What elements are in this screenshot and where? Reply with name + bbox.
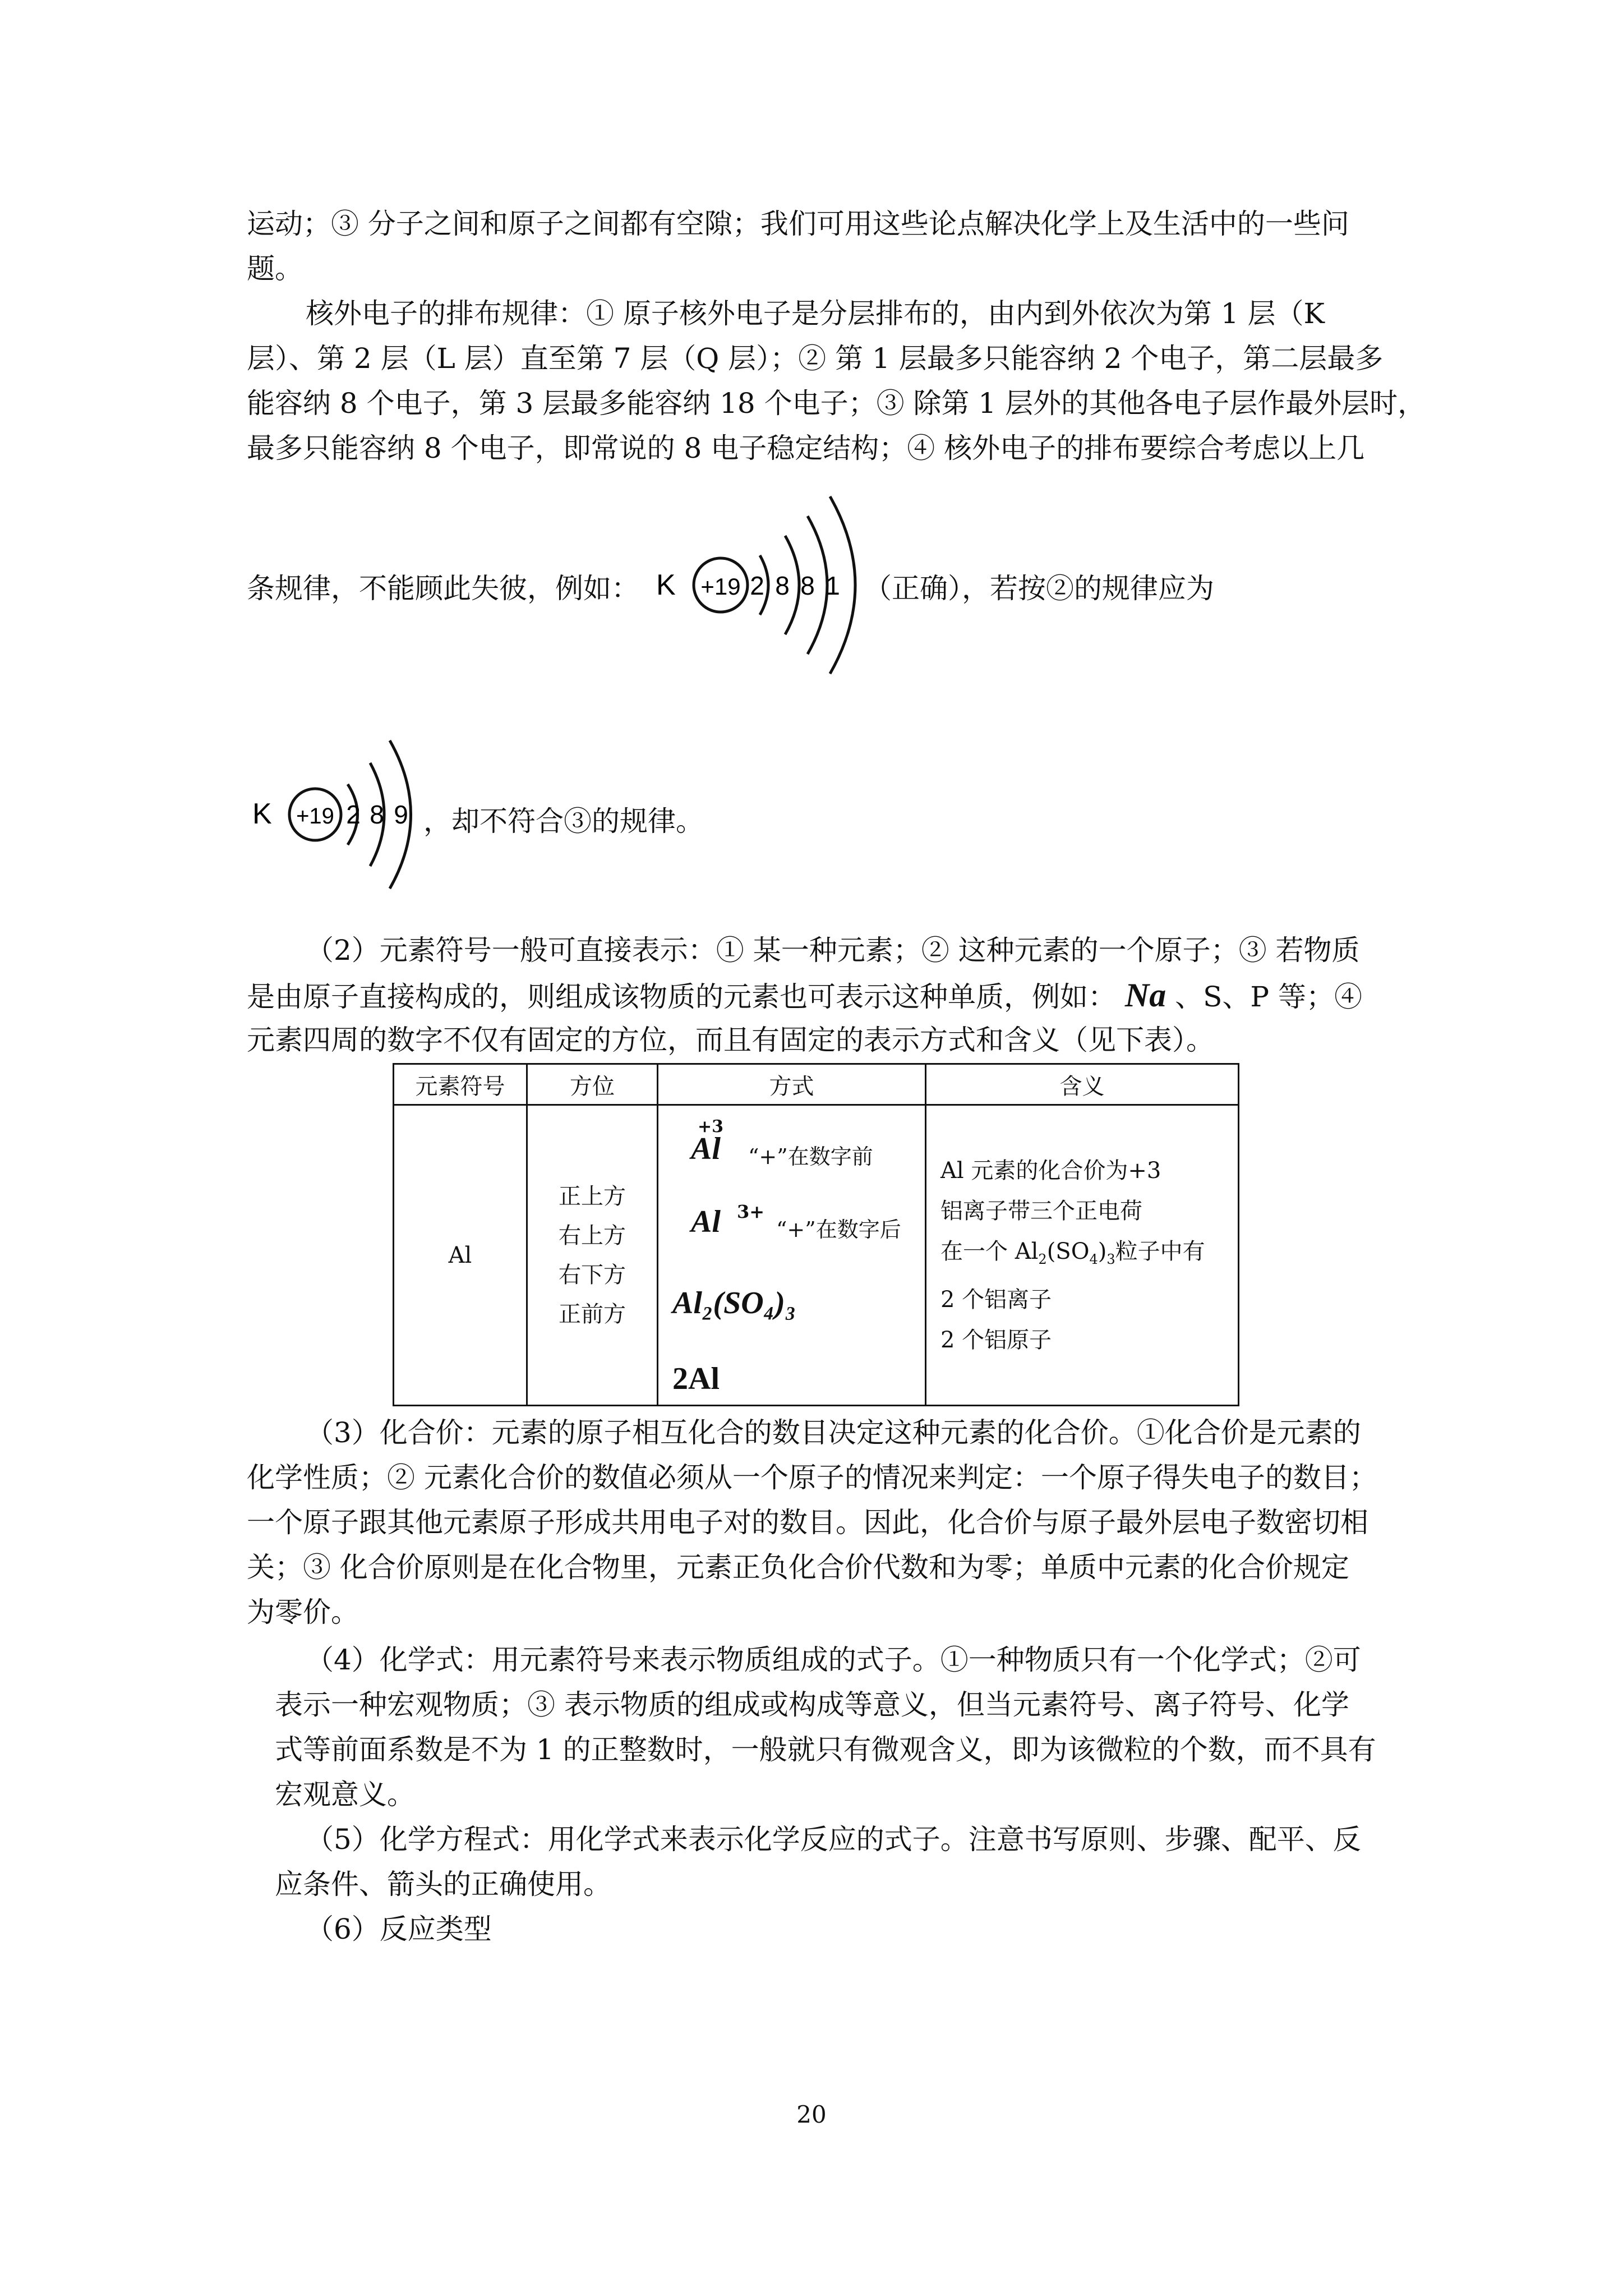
paragraph-line: 最多只能容纳 8 个电子，即常说的 8 电子稳定结构；④ 核外电子的排布要综合考虑以上几 bbox=[247, 432, 1365, 464]
paragraph-line: （5）化学方程式：用化学式来表示化学反应的式子。注意书写原则、步骤、配平、反 bbox=[306, 1823, 1361, 1856]
meaning-item: Al 元素的化合价为+3 bbox=[940, 1157, 1161, 1184]
nucleus-charge: +19 bbox=[700, 573, 741, 600]
paragraph-line: （2）元素符号一般可直接表示：① 某一种元素；② 这种元素的一个原子；③ 若物质 bbox=[306, 934, 1360, 967]
paragraph-line: （3）化合价：元素的原子相互化合的数目决定这种元素的化合价。①化合价是元素的 bbox=[306, 1416, 1361, 1449]
paragraph-line: （6）反应类型 bbox=[306, 1913, 492, 1945]
paragraph-line: 条规律，不能顾此失彼，例如： bbox=[247, 572, 639, 605]
formula-al-ion: Al bbox=[691, 1204, 721, 1239]
nucleus-charge: +19 bbox=[296, 804, 334, 829]
shell-count: 2 bbox=[346, 800, 361, 829]
element-notation-table bbox=[393, 1063, 1239, 1406]
table-header-row bbox=[394, 1064, 1239, 1105]
meaning-cell bbox=[926, 1105, 1239, 1406]
position-item: 右下方 bbox=[559, 1262, 626, 1288]
page-number: 20 bbox=[796, 2101, 827, 2128]
atom-structure-diagram-correct bbox=[651, 482, 886, 690]
meaning-item: 铝离子带三个正电荷 bbox=[940, 1198, 1142, 1224]
meaning-item: 2 个铝离子 bbox=[940, 1286, 1052, 1313]
paragraph-line: ，却不符合③的规律。 bbox=[423, 805, 704, 838]
shell-count: 8 bbox=[370, 800, 384, 829]
formula-aluminium-sulfate: Al₂(SO₄)₃ bbox=[672, 1286, 796, 1320]
paragraph-line: 题。 bbox=[247, 252, 303, 285]
element-symbol-cell bbox=[394, 1105, 527, 1406]
paragraph-line: 能容纳 8 个电子，第 3 层最多能容纳 18 个电子；③ 除第 1 层外的其他各电子层作最外层时， bbox=[247, 387, 1426, 420]
table-row bbox=[394, 1105, 1239, 1406]
position-item: 正前方 bbox=[559, 1301, 626, 1327]
formula-2al: 2Al bbox=[672, 1361, 720, 1396]
method-note: “+”在数字前 bbox=[748, 1144, 873, 1169]
method-note: “+”在数字后 bbox=[776, 1217, 901, 1242]
table-header-cell: 含义 bbox=[926, 1064, 1239, 1105]
shell-count: 1 bbox=[826, 571, 840, 600]
position-item: 正上方 bbox=[559, 1183, 626, 1209]
method-cell bbox=[658, 1105, 926, 1406]
paragraph-line: 应条件、箭头的正确使用。 bbox=[275, 1868, 611, 1901]
table-header-cell: 方式 bbox=[658, 1064, 926, 1105]
formula-al-valence: Al bbox=[691, 1131, 721, 1166]
ion-charge-superscript: 3+ bbox=[737, 1201, 765, 1222]
paragraph-line: 层）、第 2 层（L 层）直至第 7 层（Q 层）；② 第 1 层最多只能容纳 2 个电子，第二层最多 bbox=[247, 342, 1384, 375]
shell-count: 8 bbox=[775, 571, 790, 600]
shell-count: 8 bbox=[800, 571, 815, 600]
paragraph-line: 一个原子跟其他元素原子形成共用电子对的数目。因此，化合价与原子最外层电子数密切相 bbox=[247, 1506, 1368, 1539]
paragraph-line: 式等前面系数是不为 1 的正整数时，一般就只有微观含义，即为该微粒的个数，而不具有 bbox=[275, 1733, 1376, 1766]
shell-count: 9 bbox=[394, 800, 408, 829]
element-symbol: K bbox=[252, 798, 272, 830]
paragraph-line bbox=[247, 970, 1391, 1022]
paragraph-line: 元素四周的数字不仅有固定的方位，而且有固定的表示方式和含义（见下表）。 bbox=[247, 1024, 1214, 1056]
text-segment: 、S、P 等；④ bbox=[1175, 981, 1362, 1013]
paragraph-line: 宏观意义。 bbox=[275, 1778, 415, 1811]
paragraph-line: 核外电子的排布规律：① 原子核外电子是分层排布的，由内到外依次为第 1 层（K bbox=[306, 297, 1325, 330]
table-header-cell: 方位 bbox=[527, 1064, 658, 1105]
text-segment: 是由原子直接构成的，则组成该物质的元素也可表示这种单质，例如： bbox=[247, 981, 1116, 1013]
paragraph-line: 运动；③ 分子之间和原子之间都有空隙；我们可用这些论点解决化学上及生活中的一些问 bbox=[247, 208, 1349, 240]
paragraph-line: 表示一种宏观物质；③ 表示物质的组成或构成等意义，但当元素符号、离子符号、化学 bbox=[275, 1688, 1349, 1721]
paragraph-line: 化学性质；② 元素化合价的数值必须从一个原子的情况来判定：一个原子得失电子的数目； bbox=[247, 1461, 1377, 1494]
table-header-cell: 元素符号 bbox=[394, 1064, 527, 1105]
paragraph-line: （4）化学式：用元素符号来表示物质组成的式子。①一种物质只有一个化学式；②可 bbox=[306, 1644, 1361, 1676]
position-item: 右上方 bbox=[559, 1222, 626, 1249]
element-symbol: Al bbox=[448, 1242, 472, 1268]
meaning-item: 2 个铝原子 bbox=[940, 1327, 1052, 1353]
element-symbol: K bbox=[656, 569, 676, 601]
paragraph-line: 关；③ 化合价原则是在化合物里，元素正负化合价代数和为零；单质中元素的化合价规定 bbox=[247, 1551, 1349, 1584]
paragraph-line: 为零价。 bbox=[247, 1596, 359, 1628]
shell-count: 2 bbox=[750, 571, 764, 600]
atom-structure-diagram-incorrect bbox=[247, 729, 437, 909]
paragraph-line: （正确），若按②的规律应为 bbox=[864, 572, 1214, 605]
sodium-symbol: Na bbox=[1124, 977, 1166, 1014]
valence-superscript: +3 bbox=[698, 1117, 724, 1137]
meaning-item: 在一个 $Al_2(SO_4)_3$粒子中有 bbox=[940, 1238, 1205, 1267]
position-cell bbox=[527, 1105, 658, 1406]
